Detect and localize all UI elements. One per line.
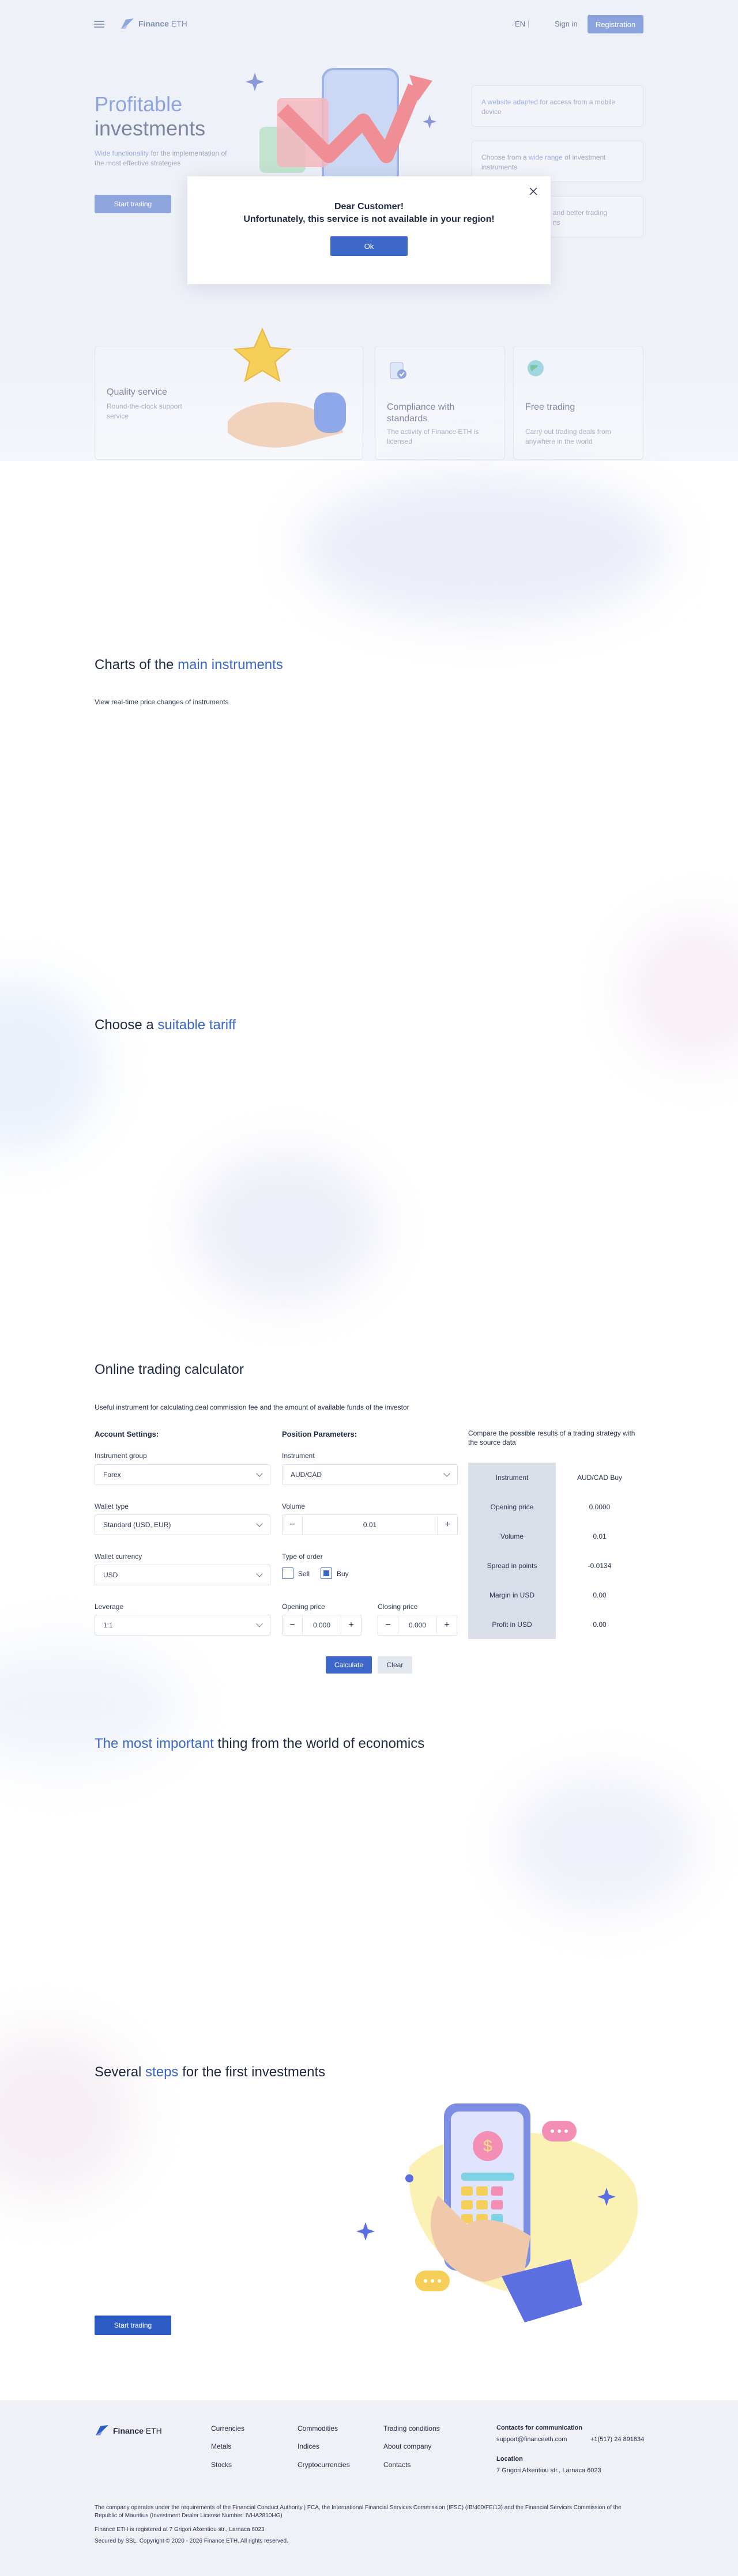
footer-link-currencies[interactable]: Currencies (211, 2424, 245, 2433)
footer-link-stocks[interactable]: Stocks (211, 2461, 232, 2469)
instrument-group-label: Instrument group (95, 1452, 147, 1460)
sparkle-icon (356, 2222, 375, 2241)
logo-suffix: ETH (145, 2426, 162, 2435)
opening-price-decrease-button[interactable]: − (289, 1620, 295, 1630)
charts-title-pre: Charts of the (95, 657, 178, 673)
menu-icon[interactable] (94, 21, 104, 28)
service-title: Quality service (107, 387, 167, 397)
sparkle-icon (423, 115, 436, 129)
volume-input[interactable]: 0.01 (302, 1515, 438, 1535)
volume-decrease-button[interactable]: − (289, 1520, 295, 1529)
feature-text-pre: Choose from a (481, 153, 529, 161)
hero-title-highlight: Profitable (95, 92, 183, 116)
result-value: 0.00 (556, 1580, 643, 1610)
service-text: Round-the-clock support service (107, 402, 182, 420)
hero-subtitle-rest: for the implementation of the most effective strategies (95, 149, 227, 167)
calculator-title: Online trading calculator (95, 1362, 244, 1377)
background-blob (507, 1775, 698, 1913)
result-value: 0.0000 (556, 1492, 643, 1521)
volume-label: Volume (282, 1502, 306, 1510)
service-title: Compliance with standards (387, 402, 455, 424)
steps-start-trading-button[interactable]: Start trading (95, 2316, 171, 2335)
chevron-down-icon (443, 1470, 450, 1476)
closing-price-label: Closing price (378, 1603, 418, 1611)
position-parameters-heading: Position Parameters: (282, 1430, 357, 1438)
location-heading: Location (496, 2456, 523, 2462)
result-value: AUD/CAD Buy (556, 1463, 643, 1492)
background-blob (300, 473, 669, 622)
steps-title-pre: Several (95, 2064, 146, 2080)
result-value: -0.0134 (556, 1551, 643, 1580)
opening-price-input[interactable]: 0.000 (302, 1615, 341, 1635)
tariff-section-title (95, 1017, 236, 1033)
svg-text:$: $ (483, 2137, 492, 2155)
table-row (468, 1580, 643, 1610)
globe-icon (525, 358, 546, 379)
table-row (468, 1610, 643, 1639)
contacts-heading: Contacts for communication (496, 2424, 583, 2431)
hero-subtitle (95, 149, 227, 168)
result-key: Volume (468, 1521, 556, 1551)
leverage-label: Leverage (95, 1603, 124, 1611)
closing-price-stepper (378, 1615, 457, 1636)
logo-brand: Finance (113, 2426, 144, 2435)
instrument-label: Instrument (282, 1452, 315, 1460)
charts-title-highlight: main instruments (178, 657, 283, 673)
feature-highlight: A website adapted (481, 98, 539, 106)
hero-start-trading-button[interactable]: Start trading (95, 195, 171, 213)
charts-section-title (95, 657, 283, 673)
divider: | (528, 19, 530, 28)
table-row (468, 1463, 643, 1492)
modal-ok-button[interactable]: Ok (330, 236, 408, 256)
select-value: USD (103, 1571, 118, 1579)
calculate-button[interactable]: Calculate (326, 1656, 372, 1674)
service-text: The activity of Finance ETH is licensed (387, 428, 479, 445)
result-key: Instrument (468, 1463, 556, 1492)
footer-link-metals[interactable]: Metals (211, 2442, 232, 2450)
economics-section-title (95, 1736, 424, 1752)
footer-address: 7 Grigori Afxentiou str., Larnaca 6023 (496, 2467, 601, 2474)
instrument-select[interactable] (282, 1464, 458, 1485)
feature-text-2: ns (553, 218, 560, 226)
hero-title-rest: investments (95, 116, 206, 140)
hero-title (95, 92, 205, 141)
steps-section-title (95, 2064, 325, 2080)
wallet-type-select[interactable] (95, 1514, 270, 1535)
chevron-down-icon (256, 1570, 262, 1577)
signin-link[interactable]: Sign in (555, 20, 578, 28)
document-check-icon (387, 360, 408, 381)
charts-subtitle: View real-time price changes of instruments (95, 698, 229, 706)
footer-logo[interactable] (113, 2426, 162, 2435)
buy-label: Buy (337, 1570, 349, 1578)
logo-suffix: ETH (171, 19, 187, 28)
result-key: Spread in points (468, 1551, 556, 1580)
calculator-subtitle: Useful instrument for calculating deal commission fee and the amount of available funds of the investor (95, 1403, 409, 1411)
account-settings-heading: Account Settings: (95, 1430, 159, 1438)
phone-hand-illustration (352, 2098, 646, 2328)
result-key: Margin in USD (468, 1580, 556, 1610)
buy-checkbox[interactable] (321, 1567, 332, 1579)
select-value: 1:1 (103, 1621, 113, 1629)
modal-title: Dear Customer! (334, 202, 404, 211)
wallet-currency-label: Wallet currency (95, 1553, 142, 1561)
footer-link-commodities[interactable]: Commodities (298, 2424, 338, 2433)
order-type-label: Type of order (282, 1553, 323, 1561)
background-blob (0, 2029, 138, 2201)
star-icon (235, 329, 290, 381)
logo-icon[interactable] (120, 17, 135, 30)
footer (0, 2400, 738, 2576)
tariff-title-highlight: suitable tariff (157, 1017, 236, 1033)
service-text: Carry out trading deals from anywhere in the world (525, 428, 611, 445)
hero-subtitle-highlight: Wide functionality (95, 149, 149, 157)
sparkle-icon (246, 73, 264, 91)
language-selector[interactable]: EN (515, 20, 526, 28)
steps-title-rest: for the first investments (178, 2064, 326, 2080)
footer-email[interactable]: support@financeeth.com (496, 2436, 567, 2443)
closing-price-decrease-button[interactable]: − (385, 1620, 391, 1630)
hero-illustration (242, 63, 450, 190)
footer-link-indices[interactable]: Indices (298, 2442, 320, 2450)
economics-title-rest: thing from the world of economics (213, 1736, 425, 1751)
footer-legal-text: The company operates under the requirements of the Financial Conduct Authority | FCA, the International Financial Services Commission (IFSC) (IB/400/FE/13) and the Financial Services Commission of the Republic of Mauritius (Investment Dealer License Number: IVHA2810HG) (95, 2505, 622, 2519)
select-value: Standard (USD, EUR) (103, 1521, 171, 1529)
close-icon[interactable] (529, 187, 538, 196)
clear-button[interactable]: Clear (378, 1656, 412, 1674)
footer-link-contacts[interactable]: Contacts (383, 2461, 411, 2469)
feature-card-mobile (472, 85, 643, 127)
modal-message: Unfortunately, this service is not available in your region! (243, 214, 495, 224)
footer-copyright: Secured by SSL. Copyright © 2020 - 2026 Finance ETH. All rights reserved. (95, 2538, 288, 2544)
footer-link-about-company[interactable]: About company (383, 2442, 432, 2450)
leverage-select[interactable] (95, 1615, 270, 1636)
table-row (468, 1521, 643, 1551)
logo-brand: Finance (138, 19, 169, 28)
background-blob (623, 916, 738, 1066)
feature-text: of investment instruments (481, 153, 606, 171)
logo-icon[interactable] (95, 2424, 110, 2437)
select-value: Forex (103, 1471, 121, 1479)
opening-price-stepper (282, 1615, 362, 1636)
footer-link-cryptocurrencies[interactable]: Cryptocurrencies (298, 2461, 350, 2469)
select-value: AUD/CAD (291, 1471, 322, 1479)
background-blob (190, 1153, 381, 1302)
opening-price-increase-button[interactable]: + (348, 1620, 354, 1630)
feature-text: for access from a mobile device (481, 98, 616, 116)
wallet-currency-select[interactable] (95, 1565, 270, 1585)
service-card-free-trading (513, 346, 643, 460)
opening-price-label: Opening price (282, 1603, 325, 1611)
footer-registration-text: Finance ETH is registered at 7 Grigori Afxentiou str., Larnaca 6023 (95, 2526, 265, 2533)
footer-link-trading-conditions[interactable]: Trading conditions (383, 2424, 440, 2433)
sleeve-icon (314, 392, 346, 433)
chevron-down-icon (256, 1470, 262, 1476)
volume-increase-button[interactable]: + (445, 1520, 450, 1529)
feature-highlight: wide range (529, 153, 563, 161)
instrument-group-select[interactable] (95, 1464, 270, 1485)
service-title: Free trading (525, 402, 575, 412)
sell-label: Sell (298, 1570, 310, 1578)
compare-text: Compare the possible results of a trading strategy with the source data (468, 1429, 635, 1446)
footer-phone[interactable]: +1(517) 24 891834 (590, 2436, 645, 2443)
header-logo[interactable] (138, 19, 187, 28)
region-modal (187, 176, 551, 284)
service-card-quality (95, 346, 363, 460)
result-value: 0.01 (556, 1521, 643, 1551)
feature-text: and better trading (553, 209, 608, 217)
table-row (468, 1492, 643, 1521)
result-key: Profit in USD (468, 1610, 556, 1639)
result-value: 0.00 (556, 1610, 643, 1639)
volume-stepper (282, 1514, 458, 1535)
result-key: Opening price (468, 1492, 556, 1521)
closing-price-increase-button[interactable]: + (444, 1620, 450, 1630)
wallet-type-label: Wallet type (95, 1502, 129, 1510)
registration-button[interactable]: Registration (588, 15, 643, 33)
table-row (468, 1551, 643, 1580)
tariff-title-pre: Choose a (95, 1017, 158, 1033)
background-blob (0, 980, 104, 1153)
chevron-down-icon (256, 1520, 262, 1527)
economics-title-highlight: The most important (95, 1736, 214, 1751)
steps-title-highlight: steps (145, 2064, 179, 2080)
star-hand-illustration (222, 323, 349, 456)
sell-checkbox[interactable] (282, 1567, 293, 1579)
closing-price-input[interactable]: 0.000 (398, 1615, 437, 1635)
service-card-compliance (375, 346, 505, 460)
chevron-down-icon (256, 1621, 262, 1627)
results-table (468, 1463, 643, 1639)
